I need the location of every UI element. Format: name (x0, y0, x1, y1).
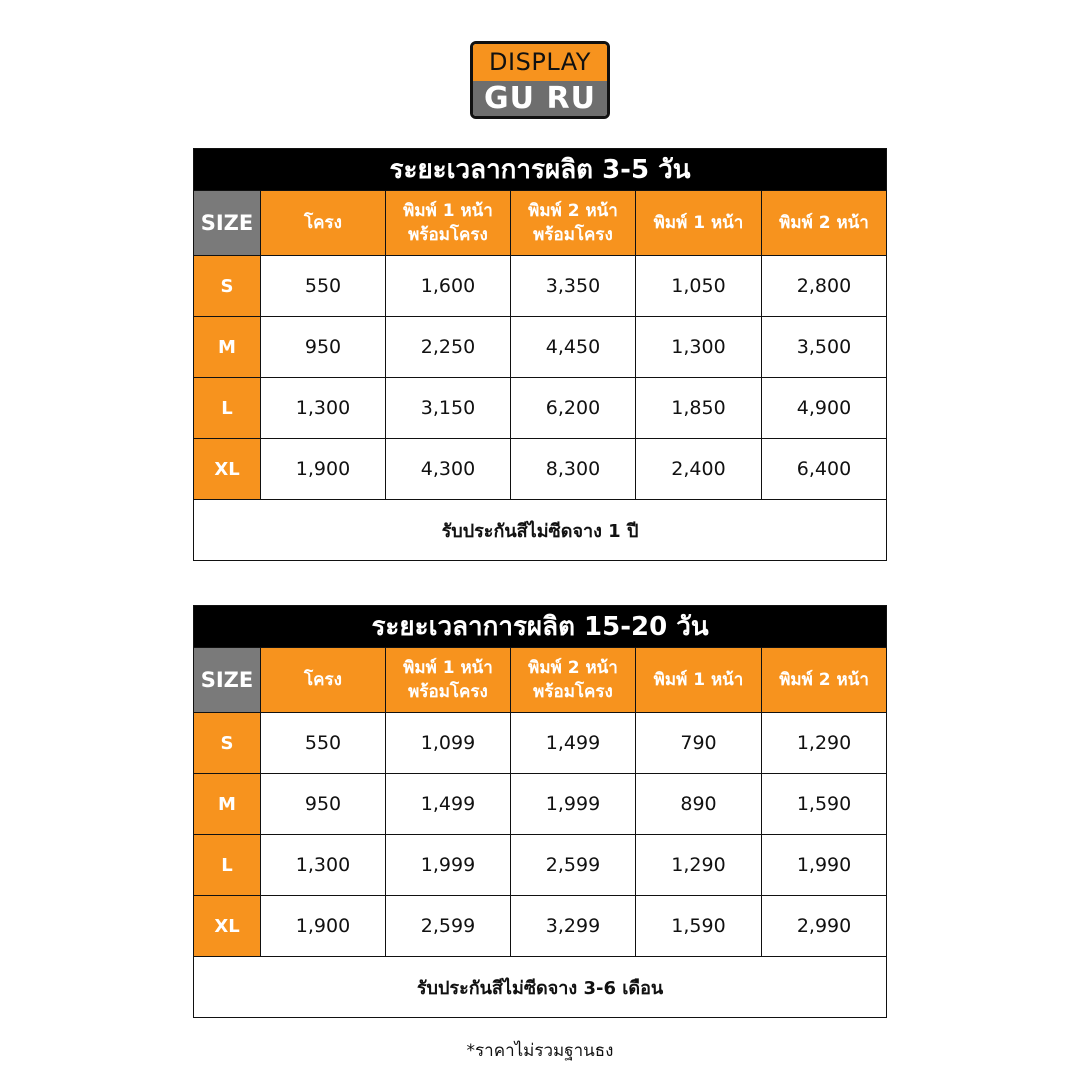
column-header: พิมพ์ 2 หน้า (762, 648, 887, 713)
price-cell: 2,990 (762, 896, 887, 957)
logo-line-2: GU RU (473, 81, 607, 116)
price-cell: 1,300 (636, 317, 762, 378)
column-header: โครง (261, 648, 386, 713)
column-header: พิมพ์ 2 หน้า (762, 191, 887, 256)
price-cell: 6,200 (511, 378, 636, 439)
price-cell: 3,299 (511, 896, 636, 957)
price-cell: 1,990 (762, 835, 887, 896)
price-table-15-20-days (193, 605, 887, 1018)
price-cell: 1,290 (762, 713, 887, 774)
price-cell: 3,350 (511, 256, 636, 317)
price-cell: 890 (636, 774, 762, 835)
price-cell: 1,499 (386, 774, 511, 835)
table-row (194, 774, 887, 835)
price-cell: 2,599 (386, 896, 511, 957)
price-cell: 1,900 (261, 896, 386, 957)
table-row (194, 439, 887, 500)
logo-line-1: DISPLAY (473, 44, 607, 81)
price-cell: 950 (261, 317, 386, 378)
table-row (194, 378, 887, 439)
size-label: S (194, 256, 261, 317)
price-cell: 1,290 (636, 835, 762, 896)
price-cell: 6,400 (762, 439, 887, 500)
table-title: ระยะเวลาการผลิต 3-5 วัน (194, 149, 887, 191)
price-cell: 790 (636, 713, 762, 774)
price-cell: 1,050 (636, 256, 762, 317)
price-cell: 2,599 (511, 835, 636, 896)
table-row (194, 317, 887, 378)
price-cell: 3,500 (762, 317, 887, 378)
price-cell: 1,300 (261, 378, 386, 439)
table-title: ระยะเวลาการผลิต 15-20 วัน (194, 606, 887, 648)
price-cell: 1,300 (261, 835, 386, 896)
price-cell: 550 (261, 713, 386, 774)
size-label: M (194, 317, 261, 378)
warranty-note: รับประกันสีไม่ซีดจาง 1 ปี (194, 500, 887, 561)
price-cell: 1,999 (511, 774, 636, 835)
size-label: L (194, 378, 261, 439)
price-cell: 2,250 (386, 317, 511, 378)
price-cell: 3,150 (386, 378, 511, 439)
price-cell: 4,450 (511, 317, 636, 378)
size-label: L (194, 835, 261, 896)
column-header: พิมพ์ 2 หน้า พร้อมโครง (511, 191, 636, 256)
column-header: พิมพ์ 2 หน้า พร้อมโครง (511, 648, 636, 713)
price-cell: 550 (261, 256, 386, 317)
size-label: XL (194, 896, 261, 957)
price-cell: 2,400 (636, 439, 762, 500)
brand-logo (470, 41, 610, 119)
price-cell: 1,600 (386, 256, 511, 317)
table-row (194, 896, 887, 957)
price-cell: 950 (261, 774, 386, 835)
price-cell: 1,850 (636, 378, 762, 439)
warranty-note: รับประกันสีไม่ซีดจาง 3-6 เดือน (194, 957, 887, 1018)
price-cell: 4,300 (386, 439, 511, 500)
price-table-3-5-days (193, 148, 887, 561)
size-label: M (194, 774, 261, 835)
price-cell: 1,590 (762, 774, 887, 835)
price-cell: 2,800 (762, 256, 887, 317)
price-cell: 4,900 (762, 378, 887, 439)
column-header: พิมพ์ 1 หน้า (636, 648, 762, 713)
price-cell: 1,590 (636, 896, 762, 957)
size-label: XL (194, 439, 261, 500)
price-cell: 1,099 (386, 713, 511, 774)
price-cell: 8,300 (511, 439, 636, 500)
price-cell: 1,900 (261, 439, 386, 500)
column-header: โครง (261, 191, 386, 256)
size-header: SIZE (194, 648, 261, 713)
size-header: SIZE (194, 191, 261, 256)
size-label: S (194, 713, 261, 774)
column-header: พิมพ์ 1 หน้า พร้อมโครง (386, 648, 511, 713)
table-row (194, 713, 887, 774)
table-row (194, 835, 887, 896)
price-cell: 1,999 (386, 835, 511, 896)
column-header: พิมพ์ 1 หน้า (636, 191, 762, 256)
price-cell: 1,499 (511, 713, 636, 774)
column-header: พิมพ์ 1 หน้า พร้อมโครง (386, 191, 511, 256)
price-footnote: *ราคาไม่รวมฐานธง (466, 1041, 614, 1061)
table-row (194, 256, 887, 317)
